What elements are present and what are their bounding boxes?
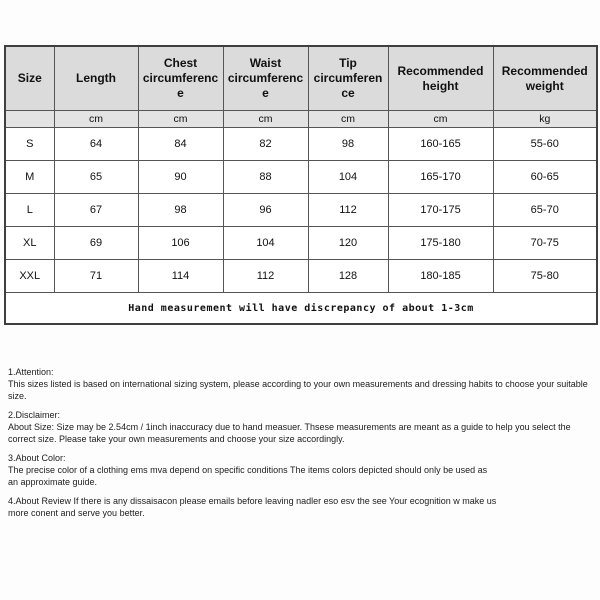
table-row-m: [5, 161, 597, 194]
note-about-review: [8, 495, 596, 519]
unit-cell: cm: [308, 111, 388, 128]
value-cell: 64: [54, 128, 138, 161]
note-body: This sizes listed is based on international sizing system, please according to your own measurements and dressing habits to choose your suitable size.: [8, 379, 588, 401]
value-cell: 71: [54, 260, 138, 293]
value-cell: 106: [138, 227, 223, 260]
value-cell: 104: [223, 227, 308, 260]
value-cell: 128: [308, 260, 388, 293]
table-row-l: [5, 194, 597, 227]
value-cell: 55-60: [493, 128, 597, 161]
value-cell: 170-175: [388, 194, 493, 227]
measurement-disclaimer: Hand measurement will have discrepancy of about 1-3cm: [5, 293, 597, 325]
table-row-xl: [5, 227, 597, 260]
size-label: S: [5, 128, 54, 161]
size-label: XL: [5, 227, 54, 260]
column-header-size: Size: [5, 46, 54, 111]
value-cell: 114: [138, 260, 223, 293]
value-cell: 112: [308, 194, 388, 227]
note-body: About Size: Size may be 2.54cm / 1inch inaccuracy due to hand measuer. Thsese measurements are meant as a guide to help you select the correct size. Please take your own measurements and choose your size accordingly.: [8, 422, 571, 444]
unit-cell: cm: [138, 111, 223, 128]
value-cell: 60-65: [493, 161, 597, 194]
size-label: L: [5, 194, 54, 227]
value-cell: 69: [54, 227, 138, 260]
footnote-row: [5, 293, 597, 325]
value-cell: 112: [223, 260, 308, 293]
note-heading: 2.Disclaimer:: [8, 410, 61, 420]
value-cell: 96: [223, 194, 308, 227]
notes-section: [8, 366, 596, 526]
value-cell: 175-180: [388, 227, 493, 260]
unit-cell: cm: [223, 111, 308, 128]
unit-cell: [5, 111, 54, 128]
value-cell: 67: [54, 194, 138, 227]
value-cell: 160-165: [388, 128, 493, 161]
value-cell: 180-185: [388, 260, 493, 293]
value-cell: 65: [54, 161, 138, 194]
value-cell: 70-75: [493, 227, 597, 260]
value-cell: 98: [308, 128, 388, 161]
column-header-length: Length: [54, 46, 138, 111]
value-cell: 120: [308, 227, 388, 260]
table-row-s: [5, 128, 597, 161]
size-label: M: [5, 161, 54, 194]
note-body: 4.About Review If there is any dissaisacon please emails before leaving nadler eso esv the see Your ecognition w make us more conent and serve you better.: [8, 496, 497, 518]
units-row: [5, 111, 597, 128]
value-cell: 75-80: [493, 260, 597, 293]
note-attention: [8, 366, 596, 402]
unit-cell: kg: [493, 111, 597, 128]
column-header-chest: Chest circumference: [138, 46, 223, 111]
value-cell: 98: [138, 194, 223, 227]
value-cell: 88: [223, 161, 308, 194]
value-cell: 65-70: [493, 194, 597, 227]
note-disclaimer: [8, 409, 596, 445]
column-header-rec-height: Recommended height: [388, 46, 493, 111]
value-cell: 104: [308, 161, 388, 194]
value-cell: 90: [138, 161, 223, 194]
column-header-tip: Tip circumference: [308, 46, 388, 111]
value-cell: 165-170: [388, 161, 493, 194]
size-chart-table: [4, 45, 598, 325]
table-row-xxl: [5, 260, 597, 293]
note-heading: 1.Attention:: [8, 367, 54, 377]
note-body: The precise color of a clothing ems mva depend on specific conditions The items colors depicted should only be used as an approximate guide.: [8, 465, 488, 487]
header-row: [5, 46, 597, 111]
unit-cell: cm: [388, 111, 493, 128]
column-header-rec-weight: Recommended weight: [493, 46, 597, 111]
note-about-color: [8, 452, 596, 488]
value-cell: 82: [223, 128, 308, 161]
note-heading: 3.About Color:: [8, 453, 66, 463]
unit-cell: cm: [54, 111, 138, 128]
column-header-waist: Waist circumference: [223, 46, 308, 111]
value-cell: 84: [138, 128, 223, 161]
size-label: XXL: [5, 260, 54, 293]
